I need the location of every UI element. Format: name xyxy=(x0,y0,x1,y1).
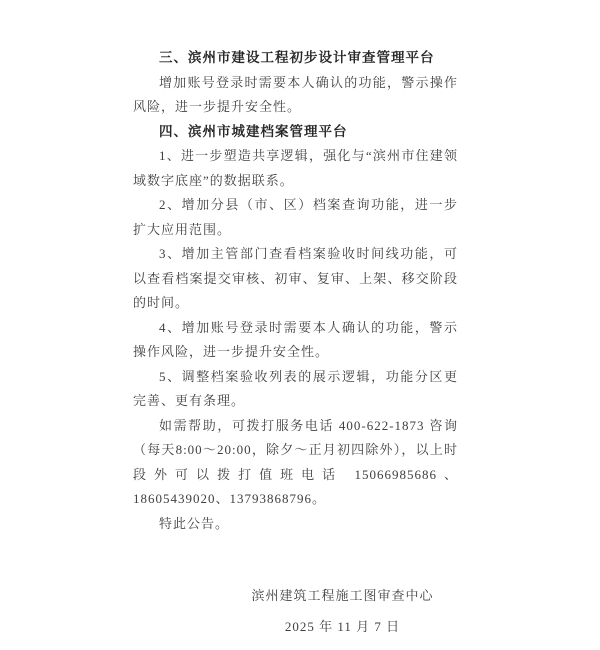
paragraph-item-1-sharing-logic: 1、进一步塑造共享逻辑，强化与“滨州市住建领域数字底座”的数据联系。 xyxy=(133,148,458,188)
section-heading-platform-3: 三、滨州市建设工程初步设计审查管理平台 xyxy=(159,50,435,65)
paragraph-item-5-list-display: 5、调整档案验收列表的展示逻辑，功能分区更完善、更有条理。 xyxy=(133,368,458,408)
section-heading-platform-4: 四、滨州市城建档案管理平台 xyxy=(159,123,348,139)
paragraph-help-hotline: 如需帮助，可拨打服务电话 400-622-1873 咨询（每天8:00～20:00，除夕～正月初四除外），以上时段外可以拨打值班电话 15066985686、18605439020、13793868796。 xyxy=(133,417,458,506)
issuer-name: 滨州建筑工程施工图审查中心 xyxy=(251,588,434,603)
paragraph-announcement-closing: 特此公告。 xyxy=(159,515,230,531)
issue-date: 2025 年 11 月 7 日 xyxy=(284,619,401,634)
signature-block xyxy=(133,580,458,642)
paragraph-item-2-county-query: 2、增加分县（市、区）档案查询功能，进一步扩大应用范围。 xyxy=(133,197,458,237)
paragraph-item-4-account-confirm: 4、增加账号登录时需要本人确认的功能，警示操作风险，进一步提升安全性。 xyxy=(133,319,458,359)
paragraph-platform3-account-confirm: 增加账号登录时需要本人确认的功能，警示操作风险，进一步提升安全性。 xyxy=(133,74,458,114)
notice-body xyxy=(133,46,458,642)
paragraph-item-3-timeline: 3、增加主管部门查看档案验收时间线功能，可以查看档案提交审核、初审、复审、上架、移交阶段的时间。 xyxy=(133,246,458,310)
